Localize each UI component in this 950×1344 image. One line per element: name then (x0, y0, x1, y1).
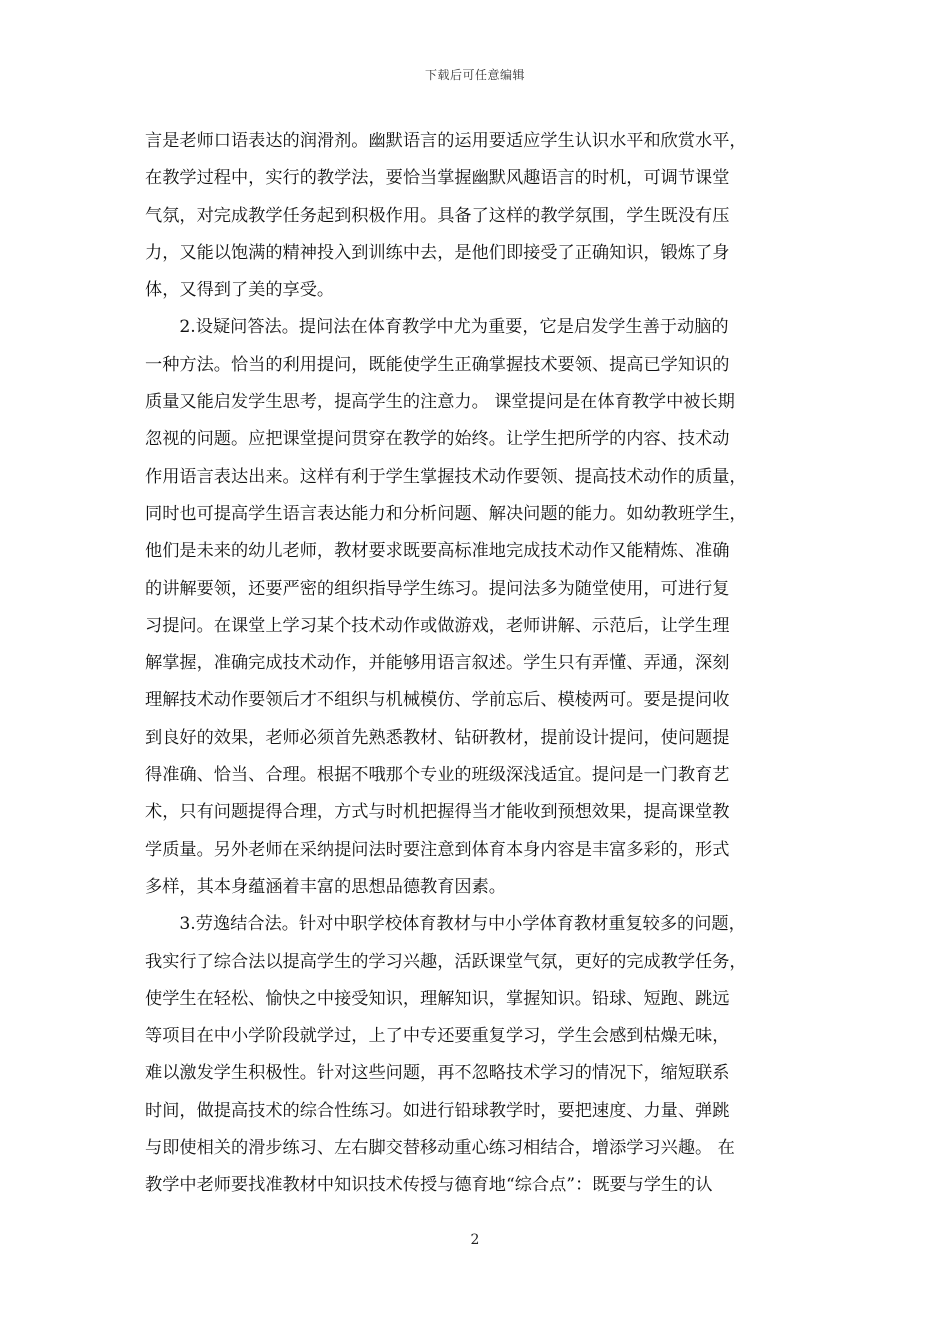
text-line: 难以激发学生积极性。针对这些问题，再不忽略技术学习的情况下，缩短联系 (145, 1063, 730, 1084)
text-line: 他们是未来的幼儿老师，教材要求既要高标准地完成技术动作又能精炼、准确 (145, 541, 730, 562)
text-line: 多样，其本身蕴涵着丰富的思想品德教育因素。 (145, 876, 506, 897)
text-line: 学质量。另外老师在采纳提问法时要注意到体育本身内容是丰富多彩的，形式 (145, 839, 730, 860)
text-line: 教学中老师要找准教材中知识技术传授与德育地“综合点”：既要与学生的认 (145, 1175, 713, 1196)
text-line: 我实行了综合法以提高学生的学习兴趣，活跃课堂气氛，更好的完成教学任务， (145, 951, 747, 972)
text-line: 到良好的效果，老师必须首先熟悉教材、钻研教材，提前设计提问，使问题提 (145, 727, 730, 748)
text-line: 2.设疑问答法。提问法在体育教学中尤为重要，它是启发学生善于动脑的 (145, 317, 729, 338)
text-line: 的讲解要领，还要严密的组织指导学生练习。提问法多为随堂使用，可进行复 (145, 578, 730, 599)
document-body (145, 123, 807, 1205)
text-line: 作用语言表达出来。这样有利于学生掌握技术动作要领、提高技术动作的质量， (145, 466, 747, 487)
text-line: 质量又能启发学生思考，提高学生的注意力。 课堂提问是在体育教学中被长期 (145, 392, 735, 413)
page-header: 下载后可任意编辑 (424, 68, 525, 82)
text-line: 言是老师口语表达的润滑剂。幽默语言的运用要适应学生认识水平和欣赏水平， (145, 131, 747, 151)
text-line: 体，又得到了美的享受。 (145, 280, 335, 301)
text-line: 使学生在轻松、愉快之中接受知识，理解知识，掌握知识。铅球、短跑、跳远 (145, 988, 730, 1009)
text-line: 解掌握，准确完成技术动作，并能够用语言叙述。学生只有弄懂、弄通，深刻 (145, 653, 730, 674)
text-line: 理解技术动作要领后才不组织与机械模仿、学前忘后、模棱两可。要是提问收 (145, 690, 730, 711)
text-line: 习提问。在课堂上学习某个技术动作或做游戏，老师讲解、示范后，让学生理 (145, 615, 730, 636)
text-line: 3.劳逸结合法。针对中职学校体育教材与中小学体育教材重复较多的问题， (145, 914, 746, 935)
text-line: 气氛，对完成教学任务起到积极作用。具备了这样的教学氛围，学生既没有压 (145, 205, 730, 226)
text-line: 在教学过程中，实行的教学法，要恰当掌握幽默风趣语言的时机，可调节课堂 (145, 168, 730, 189)
text-line: 时间，做提高技术的综合性练习。如进行铅球教学时，要把速度、力量、弹跳 (145, 1100, 730, 1121)
text-line: 同时也可提高学生语言表达能力和分析问题、解决问题的能力。如幼教班学生， (145, 503, 747, 524)
page-number: 2 (470, 1232, 480, 1248)
text-line: 与即使相关的滑步练习、左右脚交替移动重心练习相结合，增添学习兴趣。 在 (145, 1138, 735, 1159)
text-line: 力，又能以饱满的精神投入到训练中去，是他们即接受了正确知识，锻炼了身 (145, 242, 730, 263)
text-line: 忽视的问题。应把课堂提问贯穿在教学的始终。让学生把所学的内容、技术动 (145, 429, 730, 450)
text-line: 一种方法。恰当的利用提问，既能使学生正确掌握技术要领、提高已学知识的 (145, 354, 730, 375)
text-line: 术，只有问题提得合理，方式与时机把握得当才能收到预想效果，提高课堂教 (145, 802, 730, 823)
text-line: 等项目在中小学阶段就学过，上了中专还要重复学习，学生会感到枯燥无味， (145, 1026, 730, 1047)
text-line: 得准确、恰当、合理。根据不哦那个专业的班级深浅适宜。提问是一门教育艺 (145, 765, 730, 786)
